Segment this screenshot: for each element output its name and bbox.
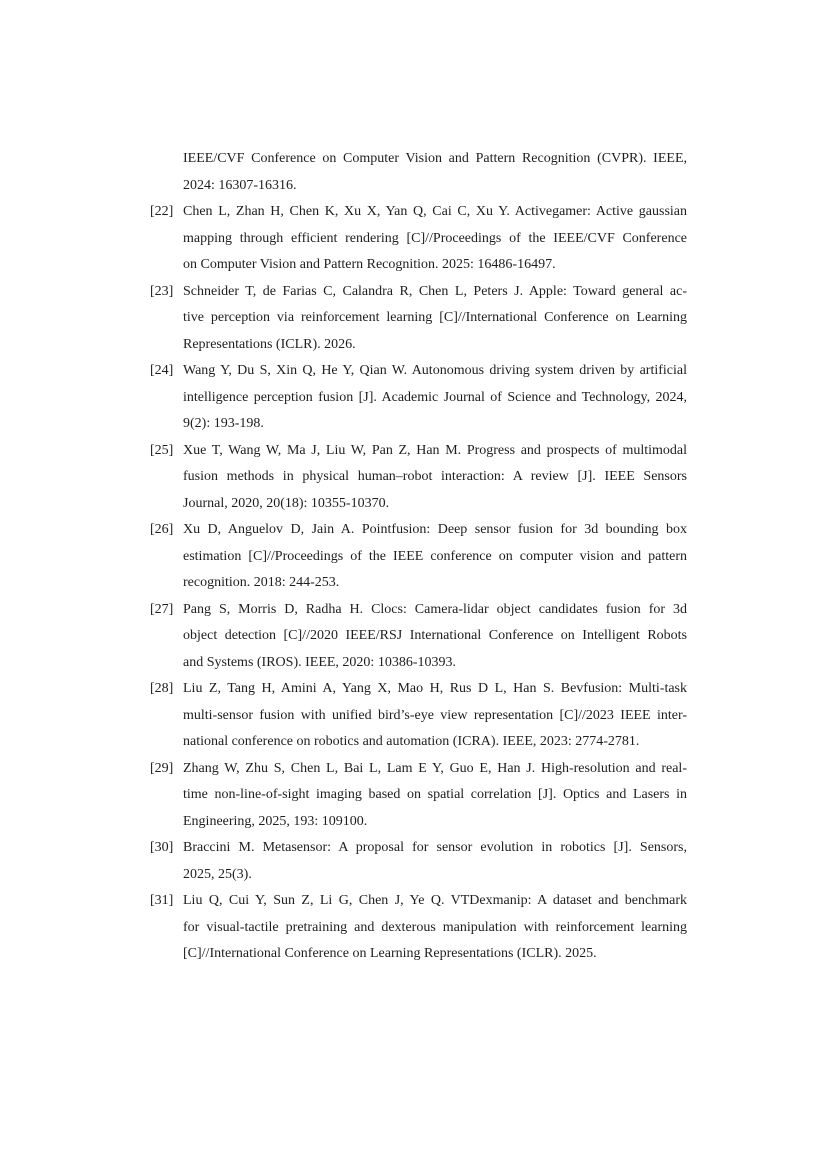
reference-text [183,358,687,438]
reference-entry [150,597,687,677]
reference-text [183,597,687,677]
reference-text [183,279,687,359]
reference-line: Braccini M. Metasensor: A proposal for sensor evolution in robotics [J]. Sensors, [183,840,687,855]
reference-line: [C]//International Conference on Learning Representations (ICLR). 2025. [183,946,597,961]
reference-line: Xue T, Wang W, Ma J, Liu W, Pan Z, Han M. Progress and prospects of multimodal [183,442,687,458]
reference-line: 2025, 25(3). [183,866,252,882]
reference-text [183,888,687,968]
reference-line: on Computer Vision and Pattern Recognition. 2025: 16486-16497. [183,257,556,272]
reference-line: fusion methods in physical human–robot interaction: A review [J]. IEEE Sensors [183,469,687,484]
reference-text [183,676,687,756]
reference-line: Liu Z, Tang H, Amini A, Yang X, Mao H, Rus D L, Han S. Bevfusion: Multi-task [183,681,687,696]
reference-text [183,146,687,199]
reference-line: Journal, 2020, 20(18): 10355-10370. [183,495,390,511]
reference-number: [24] [150,363,174,378]
reference-text [183,756,687,836]
reference-number: [28] [150,681,174,696]
reference-line: Chen L, Zhan H, Chen K, Xu X, Yan Q, Cai C, Xu Y. Activegamer: Active gaussian [183,204,687,219]
reference-number: [30] [150,840,174,855]
reference-entry [150,517,687,597]
reference-text [183,835,687,888]
reference-line: national conference on robotics and automation (ICRA). IEEE, 2023: 2774-2781. [183,734,640,749]
reference-list [150,146,687,968]
reference-line: 9(2): 193-198. [183,416,264,431]
reference-line: Representations (ICLR). 2026. [183,336,356,352]
reference-number: [29] [150,760,174,776]
reference-entry [150,438,687,518]
reference-number: [31] [150,893,174,908]
reference-line: time non-line-of-sight imaging based on spatial correlation [J]. Optics and Lasers in [183,787,687,802]
reference-line: tive perception via reinforcement learning [C]//International Conference on Learning [183,310,687,325]
reference-entry [150,676,687,756]
reference-text [183,517,687,597]
reference-entry [150,358,687,438]
reference-entry [150,888,687,968]
reference-line: 2024: 16307-16316. [183,177,297,193]
reference-entry [150,835,687,888]
reference-line: Liu Q, Cui Y, Sun Z, Li G, Chen J, Ye Q. VTDexmanip: A dataset and benchmark [183,893,687,908]
reference-line: Zhang W, Zhu S, Chen L, Bai L, Lam E Y, Guo E, Han J. High-resolution and real- [183,760,687,776]
reference-line: object detection [C]//2020 IEEE/RSJ International Conference on Intelligent Robots [183,628,687,643]
reference-number: [25] [150,442,174,458]
reference-number: [23] [150,283,174,299]
reference-line: multi-sensor fusion with unified bird’s-eye view representation [C]//2023 IEEE inter- [183,707,687,723]
reference-entry [150,279,687,359]
reference-line: Xu D, Anguelov D, Jain A. Pointfusion: Deep sensor fusion for 3d bounding box [183,522,687,537]
reference-entry [150,756,687,836]
reference-text [183,199,687,279]
reference-line: mapping through efficient rendering [C]//Proceedings of the IEEE/CVF Conference [183,230,687,246]
reference-line: IEEE/CVF Conference on Computer Vision and Pattern Recognition (CVPR). IEEE, [183,151,687,166]
reference-number: [27] [150,601,174,617]
reference-number: [22] [150,204,174,219]
reference-line: Wang Y, Du S, Xin Q, He Y, Qian W. Autonomous driving system driven by artificial [183,363,687,378]
reference-line: Schneider T, de Farias C, Calandra R, Chen L, Peters J. Apple: Toward general ac- [183,283,687,299]
reference-line: Pang S, Morris D, Radha H. Clocs: Camera-lidar object candidates fusion for 3d [183,601,687,617]
reference-entry [150,146,687,199]
reference-line: for visual-tactile pretraining and dexterous manipulation with reinforcement learning [183,919,687,935]
reference-line: recognition. 2018: 244-253. [183,575,340,590]
reference-text [183,438,687,518]
reference-line: intelligence perception fusion [J]. Academic Journal of Science and Technology, 2024, [183,389,687,405]
reference-entry [150,199,687,279]
reference-line: and Systems (IROS). IEEE, 2020: 10386-10393. [183,654,456,670]
reference-number: [26] [150,522,174,537]
reference-line: Engineering, 2025, 193: 109100. [183,813,368,829]
reference-line: estimation [C]//Proceedings of the IEEE conference on computer vision and pattern [183,548,687,564]
